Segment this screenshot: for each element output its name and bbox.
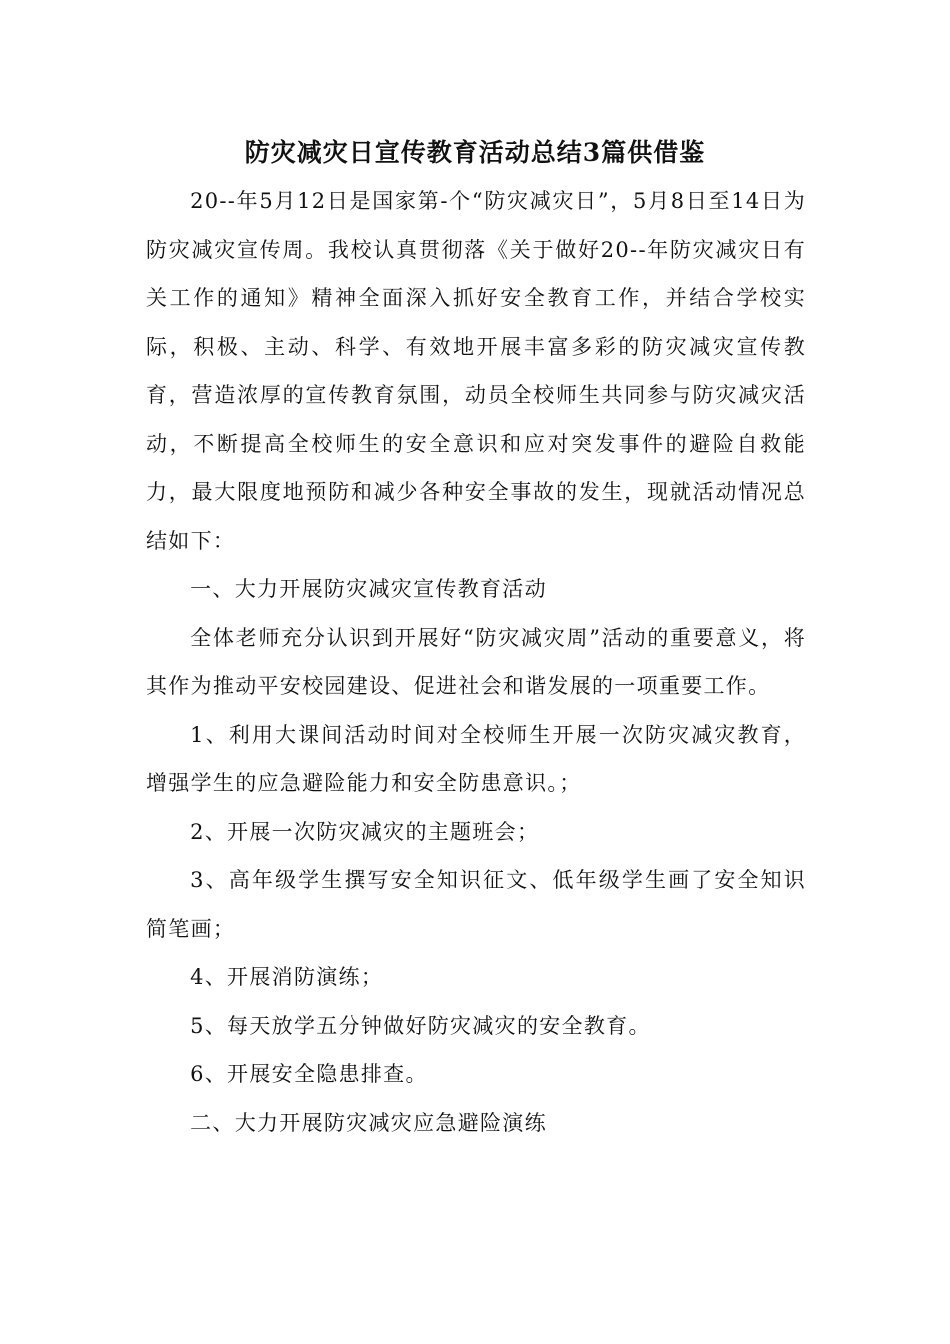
list-item-5: 5、每天放学五分钟做好防灾减灾的安全教育。 <box>190 1013 651 1038</box>
section-heading-1: 一、大力开展防灾减灾宣传教育活动 <box>190 577 547 601</box>
list-item-2: 2、开展一次防灾减灾的主题班会； <box>190 819 540 844</box>
list-item-6: 6、开展安全隐患排查。 <box>190 1062 428 1086</box>
document-title: 防灾减灾日宣传教育活动总结3篇供借鉴 <box>244 138 706 167</box>
paragraph-significance: 全体老师充分认识到开展好“防灾减灾周”活动的重要意义，将其作为推动平安校园建设、促进社会和谐发展的一项重要工作。 <box>146 625 806 698</box>
list-item-4: 4、开展消防演练； <box>190 965 384 989</box>
list-item-1: 1、利用大课间活动时间对全校师生开展一次防灾减灾教育，增强学生的应急避险能力和安全防患意识。； <box>146 722 806 795</box>
document-body <box>146 177 806 1147</box>
section-heading-2: 二、大力开展防灾减灾应急避险演练 <box>190 1110 547 1135</box>
paragraph-intro: 20--年5月12日是国家第-个“防灾减灾日”，5月8日至14日为防灾减灾宣传周。我校认真贯彻落《关于做好20--年防灾减灾日有关工作的通知》精神全面深入抓好安全教育工作，并结合学校实际，积极、主动、科学、有效地开展丰富多彩的防灾减灾宣传教育，营造浓厚的宣传教育氛围，动员全校师生共同参与防灾减灾活动，不断提高全校师生的安全意识和应对突发事件的避险自救能力，最大限度地预防和减少各种安全事故的发生，现就活动情况总结如下： <box>146 189 806 553</box>
list-item-3: 3、高年级学生撰写安全知识征文、低年级学生画了安全知识简笔画； <box>146 868 806 941</box>
